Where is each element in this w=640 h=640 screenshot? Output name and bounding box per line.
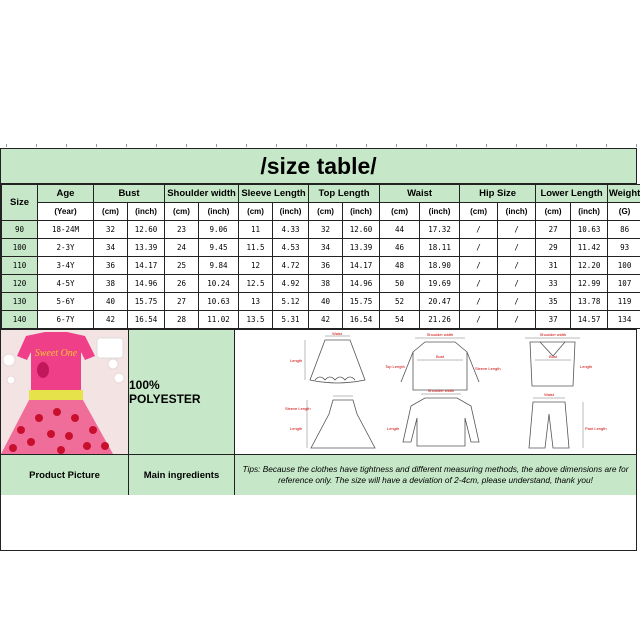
table-row [2,257,640,275]
product-image [1,330,128,454]
table-cell: 15.75 [343,293,380,311]
table-cell: 37 [536,311,571,329]
size-cell: 140 [2,311,38,329]
header-shoulder: Shoulder width [165,185,239,203]
label-length-2: Length [580,364,593,369]
table-cell: / [498,275,536,293]
sub-unit: (cm) [536,203,571,221]
table-cell: 4.53 [273,239,309,257]
main-ingredient: 100% POLYESTER [129,330,235,454]
measurement-diagrams [235,330,636,454]
table-cell: 12 [239,257,273,275]
table-cell: 12.60 [343,221,380,239]
table-cell: 2-3Y [38,239,94,257]
table-cell: / [460,257,498,275]
table-cell: 11.02 [199,311,239,329]
table-cell: 19.69 [420,275,460,293]
header-hip: Hip Size [460,185,536,203]
table-cell: 4.72 [273,257,309,275]
table-cell: / [460,239,498,257]
table-row [2,311,640,329]
sub-unit: (inch) [498,203,536,221]
table-cell: 31 [536,257,571,275]
table-cell: 40 [309,293,343,311]
table-cell: 4.92 [273,275,309,293]
label-shoulder-2: Shoulder width [539,332,567,337]
table-cell: 48 [380,257,420,275]
table-cell: 20.47 [420,293,460,311]
sub-unit: (inch) [128,203,165,221]
footer-main-ingredients: Main ingredients [129,455,235,495]
table-cell: 11 [239,221,273,239]
sub-unit: (cm) [309,203,343,221]
product-picture [1,330,129,454]
shirt-print: Sweet One [34,348,78,359]
label-length-4: Length [387,426,400,431]
table-cell: 33 [536,275,571,293]
table-cell: 14.57 [571,311,608,329]
sub-unit: (cm) [239,203,273,221]
footer-product-picture: Product Picture [1,455,129,495]
sub-unit: (inch) [420,203,460,221]
label-waist: Waist [332,331,342,336]
table-cell: 14.17 [128,257,165,275]
table-cell: 35 [536,293,571,311]
table-cell: 14.96 [128,275,165,293]
table-cell: 36 [94,257,128,275]
size-cell: 100 [2,239,38,257]
table-cell: 34 [309,239,343,257]
sub-unit: (G) [608,203,640,221]
table-cell: 10.24 [199,275,239,293]
table-cell: 107 [608,275,640,293]
table-cell: / [498,221,536,239]
table-cell: 36 [309,257,343,275]
table-cell: 38 [309,275,343,293]
sub-unit: (inch) [199,203,239,221]
table-cell: 21.26 [420,311,460,329]
size-cell: 90 [2,221,38,239]
table-cell: 5-6Y [38,293,94,311]
table-cell: 27 [165,293,199,311]
table-cell: 11.42 [571,239,608,257]
header-row [2,185,640,203]
header-bust: Bust [94,185,165,203]
table-cell: 5.12 [273,293,309,311]
table-cell: 46 [380,239,420,257]
table-cell: 100 [608,257,640,275]
table-cell: 18.90 [420,257,460,275]
size-cell: 130 [2,293,38,311]
table-cell: 32 [94,221,128,239]
label-shoulder: Shoulder width [426,332,454,337]
table-cell: 14.17 [343,257,380,275]
table-cell: / [498,239,536,257]
table-cell: 12.5 [239,275,273,293]
table-cell: 3-4Y [38,257,94,275]
header-lower: Lower Length [536,185,608,203]
label-bust-2: Bust [548,354,558,359]
table-cell: 10.63 [199,293,239,311]
table-cell: 18-24M [38,221,94,239]
bottom-section [1,329,636,550]
table-cell: 86 [608,221,640,239]
label-length: Length [290,358,303,363]
table-cell: 42 [94,311,128,329]
table-cell: 9.45 [199,239,239,257]
subheader-row [2,203,640,221]
table-cell: / [498,257,536,275]
size-cell: 120 [2,275,38,293]
table-cell: 4.33 [273,221,309,239]
table-cell: 12.60 [128,221,165,239]
table-cell: 13.5 [239,311,273,329]
header-top: Top Length [309,185,380,203]
table-cell: 38 [94,275,128,293]
table-cell: 52 [380,293,420,311]
table-cell: 119 [608,293,640,311]
page-title: /size table/ [1,149,636,184]
measurement-illustration [235,330,635,454]
table-cell: / [460,293,498,311]
label-waist-2: Waist [544,392,554,397]
table-cell: 12.99 [571,275,608,293]
header-size: Size [2,185,38,221]
size-cell: 110 [2,257,38,275]
table-cell: 25 [165,257,199,275]
table-cell: 13.39 [128,239,165,257]
label-pant-length: Pant Length [585,426,607,431]
table-cell: 13 [239,293,273,311]
table-cell: / [498,311,536,329]
label-sleeve-length: Sleeve Length [475,366,501,371]
table-cell: 26 [165,275,199,293]
table-cell: 10.63 [571,221,608,239]
header-weight: Weight [608,185,640,203]
table-cell: 28 [165,311,199,329]
sub-age: (Year) [38,203,94,221]
sub-unit: (cm) [165,203,199,221]
table-cell: 9.84 [199,257,239,275]
sub-unit: (inch) [273,203,309,221]
table-cell: 50 [380,275,420,293]
table-cell: 4-5Y [38,275,94,293]
table-cell: 93 [608,239,640,257]
table-cell: 27 [536,221,571,239]
sub-unit: (inch) [343,203,380,221]
table-cell: / [460,311,498,329]
table-cell: 16.54 [128,311,165,329]
table-cell: 134 [608,311,640,329]
label-length-3: Length [290,426,303,431]
table-cell: 15.75 [128,293,165,311]
sub-unit: (inch) [571,203,608,221]
table-cell: 6-7Y [38,311,94,329]
table-row [2,275,640,293]
table-row [2,221,640,239]
table-cell: 40 [94,293,128,311]
label-top-length: Top Length [385,364,405,369]
label-shoulder-3: Shoulder width [427,388,455,393]
size-chart [0,148,640,551]
table-cell: 16.54 [343,311,380,329]
footer-tips: Tips: Because the clothes have tightness and different measuring methods, the above dimensions are for reference only. The size will have a deviation of 2-4cm, please understand, thank you! [235,455,636,495]
table-cell: 23 [165,221,199,239]
table-cell: 13.39 [343,239,380,257]
table-cell: 12.20 [571,257,608,275]
sub-unit: (cm) [460,203,498,221]
table-cell: 29 [536,239,571,257]
table-cell: 44 [380,221,420,239]
table-cell: 32 [309,221,343,239]
table-cell: 18.11 [420,239,460,257]
header-waist: Waist [380,185,460,203]
sub-unit: (cm) [94,203,128,221]
table-cell: 17.32 [420,221,460,239]
header-sleeve: Sleeve Length [239,185,309,203]
header-age: Age [38,185,94,203]
table-cell: 5.31 [273,311,309,329]
table-cell: 11.5 [239,239,273,257]
sub-unit: (cm) [380,203,420,221]
table-row [2,293,640,311]
table-body [2,221,640,329]
table-cell: / [498,293,536,311]
table-cell: 14.96 [343,275,380,293]
table-cell: 9.06 [199,221,239,239]
label-bust: Bust [435,354,445,359]
table-cell: 34 [94,239,128,257]
table-cell: 54 [380,311,420,329]
label-sleeve-length-2: Sleeve Length [285,406,311,411]
table-cell: 42 [309,311,343,329]
table-cell: 24 [165,239,199,257]
size-table [1,184,640,329]
table-cell: / [460,275,498,293]
table-cell: / [460,221,498,239]
footer-row [1,454,636,495]
table-cell: 13.78 [571,293,608,311]
table-row [2,239,640,257]
